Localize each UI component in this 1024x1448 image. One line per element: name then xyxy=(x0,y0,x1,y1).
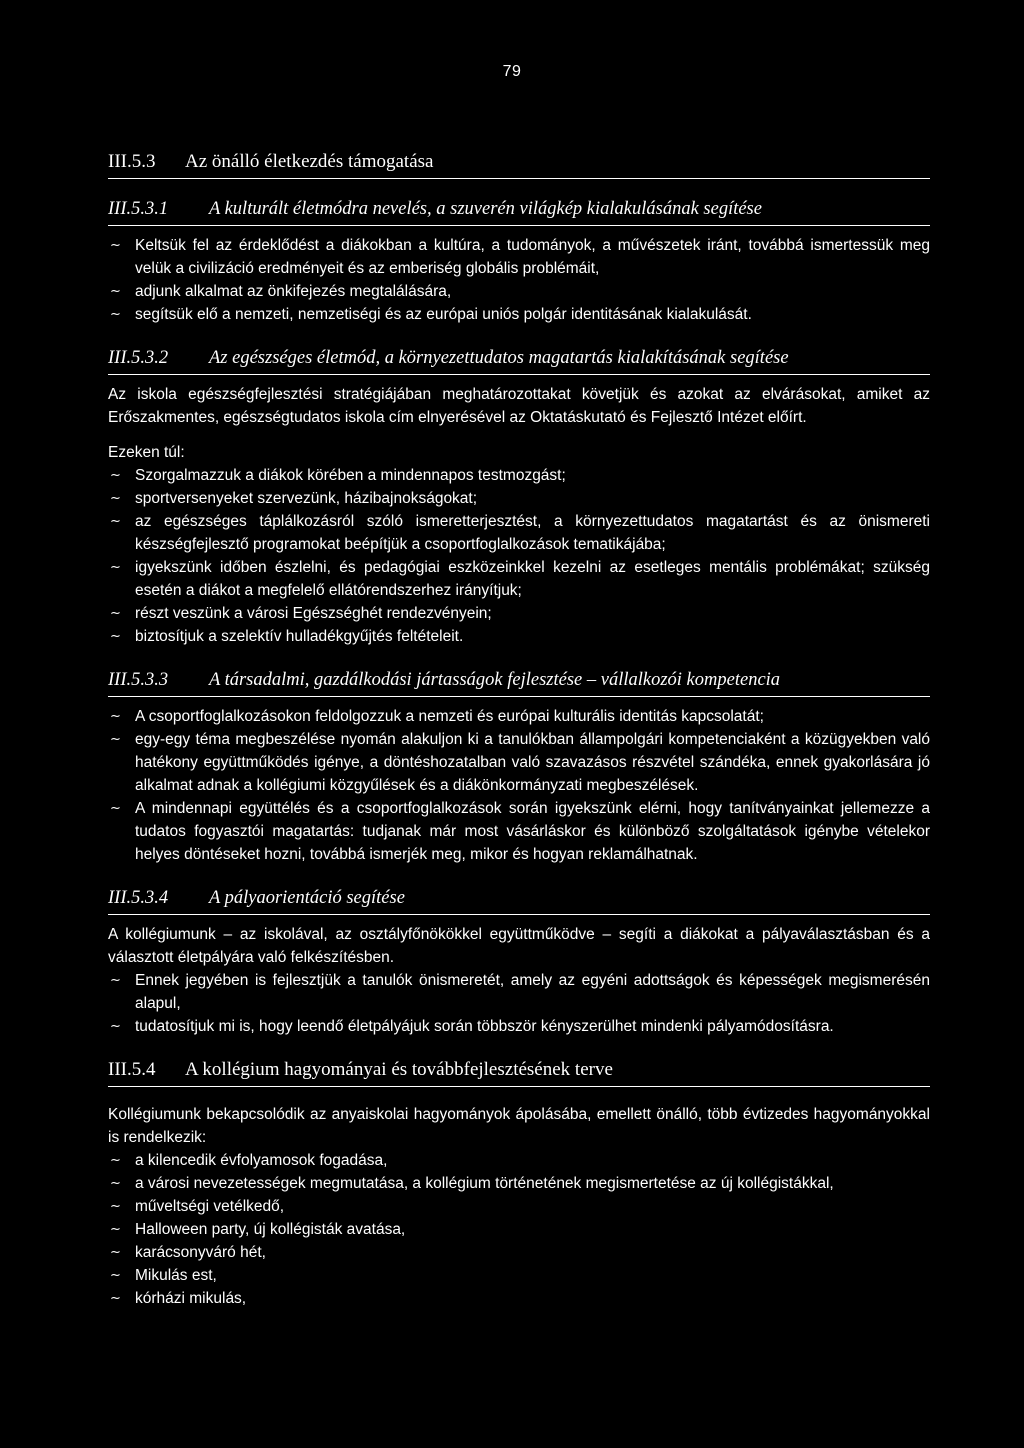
list-item: ~ részt veszünk a városi Egészséghét rendezvényein; xyxy=(108,602,930,625)
paragraph: Kollégiumunk bekapcsolódik az anyaiskolai hagyományok ápolásába, emellett önálló, több évtizedes hagyományokkal is rendelkezik: xyxy=(108,1106,930,1146)
bullet-tilde: ~ xyxy=(110,732,121,747)
section-title: A kulturált életmódra nevelés, a szuverén világkép kialakulásának segítése xyxy=(209,199,762,219)
section-heading-iii-5-3-2 xyxy=(108,344,930,375)
list-item: ~ Ennek jegyében is fejlesztjük a tanulók önismeretét, amely az egyéni adottságok és képességek megismerésén alapul, xyxy=(108,969,930,1015)
bullet-tilde: ~ xyxy=(110,1153,121,1168)
list-iii-5-3-3 xyxy=(108,705,930,866)
list-item: ~ Keltsük fel az érdeklődést a diákokban a kultúra, a tudományok, a művészetek iránt, továbbá ismertessük meg velük a civilizáció eredményeit és az emberiség globális problémáit, xyxy=(108,234,930,280)
list-item: ~ tudatosítjuk mi is, hogy leendő életpályájuk során többször kényszerülhet mindenki pályamódosításra. xyxy=(108,1015,930,1038)
list-item: ~ a kilencedik évfolyamosok fogadása, xyxy=(108,1149,930,1172)
paragraph: Az iskola egészségfejlesztési stratégiájában meghatározottakat követjük és azokat az elvárásokat, amiket az Erőszakmentes, egészségtudatos iskola cím elnyerésével az Oktatáskutató és Fejlesztő Intézet előírt. xyxy=(108,386,930,426)
bullet-tilde: ~ xyxy=(110,1019,121,1034)
list-iii-5-3-4 xyxy=(108,969,930,1038)
list-item: ~ Szorgalmazzuk a diákok körében a mindennapos testmozgást; xyxy=(108,464,930,487)
list-item: ~ segítsük elő a nemzeti, nemzetiségi és az európai uniós polgár identitásának kialakulását. xyxy=(108,303,930,326)
section-heading-iii-5-4 xyxy=(108,1056,930,1087)
list-item: ~ Mikulás est, xyxy=(108,1264,930,1287)
bullet-tilde: ~ xyxy=(110,973,121,988)
bullet-tilde: ~ xyxy=(110,307,121,322)
paragraph: Ezeken túl: xyxy=(108,444,185,461)
bullet-tilde: ~ xyxy=(110,1268,121,1283)
list-item: ~ adjunk alkalmat az önkifejezés megtalálására, xyxy=(108,280,930,303)
list-item: ~ műveltségi vetélkedő, xyxy=(108,1195,930,1218)
list-iii-5-4 xyxy=(108,1149,930,1310)
bullet-tilde: ~ xyxy=(110,1176,121,1191)
list-item: ~ egy-egy téma megbeszélése nyomán alakuljon ki a tanulókban állampolgári kompetenciaként a közügyekben való hatékony együttműködés igénye, a döntéshozatalban való szavazásos részvétel szándéka, ennek gyakorlására jó alkalmat adnak a kollégiumi közgyűlések és a diákönkormányzati megbeszélések. xyxy=(108,728,930,797)
list-item: ~ karácsonyváró hét, xyxy=(108,1241,930,1264)
section-number: III.5.3.3 xyxy=(108,670,169,690)
paragraph: A kollégiumunk – az iskolával, az osztályfőnökökkel együttműködve – segíti a diákokat a pályaválasztásban és a választott életpályára való felkészítésben. xyxy=(108,926,930,966)
list-item: ~ sportversenyeket szervezünk, házibajnokságokat; xyxy=(108,487,930,510)
list-item: ~ a városi nevezetességek megmutatása, a kollégium történetének megismertetése az új kollégistákkal, xyxy=(108,1172,930,1195)
section-title: A pályaorientáció segítése xyxy=(209,888,405,908)
section-number: III.5.3 xyxy=(108,151,156,172)
section-title: Az egészséges életmód, a környezettudatos magatartás kialakításának segítése xyxy=(209,348,789,368)
section-number: III.5.3.1 xyxy=(108,199,169,219)
document-body xyxy=(108,148,930,1310)
bullet-tilde: ~ xyxy=(110,629,121,644)
bullet-tilde: ~ xyxy=(110,1291,121,1306)
bullet-tilde: ~ xyxy=(110,1222,121,1237)
list-item: ~ Halloween party, új kollégisták avatása, xyxy=(108,1218,930,1241)
section-heading-iii-5-3 xyxy=(108,148,930,179)
section-number: III.5.3.4 xyxy=(108,888,169,908)
section-title: Az önálló életkezdés támogatása xyxy=(185,151,434,172)
bullet-tilde: ~ xyxy=(110,468,121,483)
list-item: ~ kórházi mikulás, xyxy=(108,1287,930,1310)
bullet-tilde: ~ xyxy=(110,1199,121,1214)
list-item: ~ A mindennapi együttélés és a csoportfoglalkozások során igyekszünk elérni, hogy tanítványainkat jellemezze a tudatos fogyasztói magatartás: tudjanak már most vásárláskor és különböző szolgáltatások igénybe vételekor helyes döntéseket hozni, továbbá ismerjék meg, mikor és hogyan reklamálhatnak. xyxy=(108,797,930,866)
bullet-tilde: ~ xyxy=(110,514,121,529)
list-iii-5-3-1 xyxy=(108,234,930,326)
bullet-tilde: ~ xyxy=(110,1245,121,1260)
section-number: III.5.4 xyxy=(108,1059,156,1080)
list-item: ~ az egészséges táplálkozásról szóló ismeretterjesztést, a környezettudatos magatartást és az önismereti készségfejlesztő programokat beépítjük a csoportfoglalkozások tematikájába; xyxy=(108,510,930,556)
list-item: ~ A csoportfoglalkozásokon feldolgozzuk a nemzeti és európai kulturális identitás kapcsolatát; xyxy=(108,705,930,728)
bullet-tilde: ~ xyxy=(110,606,121,621)
list-item: ~ biztosítjuk a szelektív hulladékgyűjtés feltételeit. xyxy=(108,625,930,648)
section-heading-iii-5-3-4 xyxy=(108,884,930,915)
page-number: 79 xyxy=(502,63,522,80)
bullet-tilde: ~ xyxy=(110,560,121,575)
section-title: A kollégium hagyományai és továbbfejlesztésének terve xyxy=(185,1059,613,1080)
section-heading-iii-5-3-3 xyxy=(108,666,930,697)
bullet-tilde: ~ xyxy=(110,801,121,816)
bullet-tilde: ~ xyxy=(110,491,121,506)
section-title: A társadalmi, gazdálkodási jártasságok fejlesztése – vállalkozói kompetencia xyxy=(209,670,781,690)
list-iii-5-3-2 xyxy=(108,464,930,648)
bullet-tilde: ~ xyxy=(110,709,121,724)
bullet-tilde: ~ xyxy=(110,238,121,253)
section-number: III.5.3.2 xyxy=(108,348,169,368)
list-item: ~ igyekszünk időben észlelni, és pedagógiai eszközeinkkel kezelni az esetleges mentális problémákat; szükség esetén a diákot a megfelelő ellátórendszerhez irányítjuk; xyxy=(108,556,930,602)
bullet-tilde: ~ xyxy=(110,284,121,299)
section-heading-iii-5-3-1 xyxy=(108,195,930,226)
